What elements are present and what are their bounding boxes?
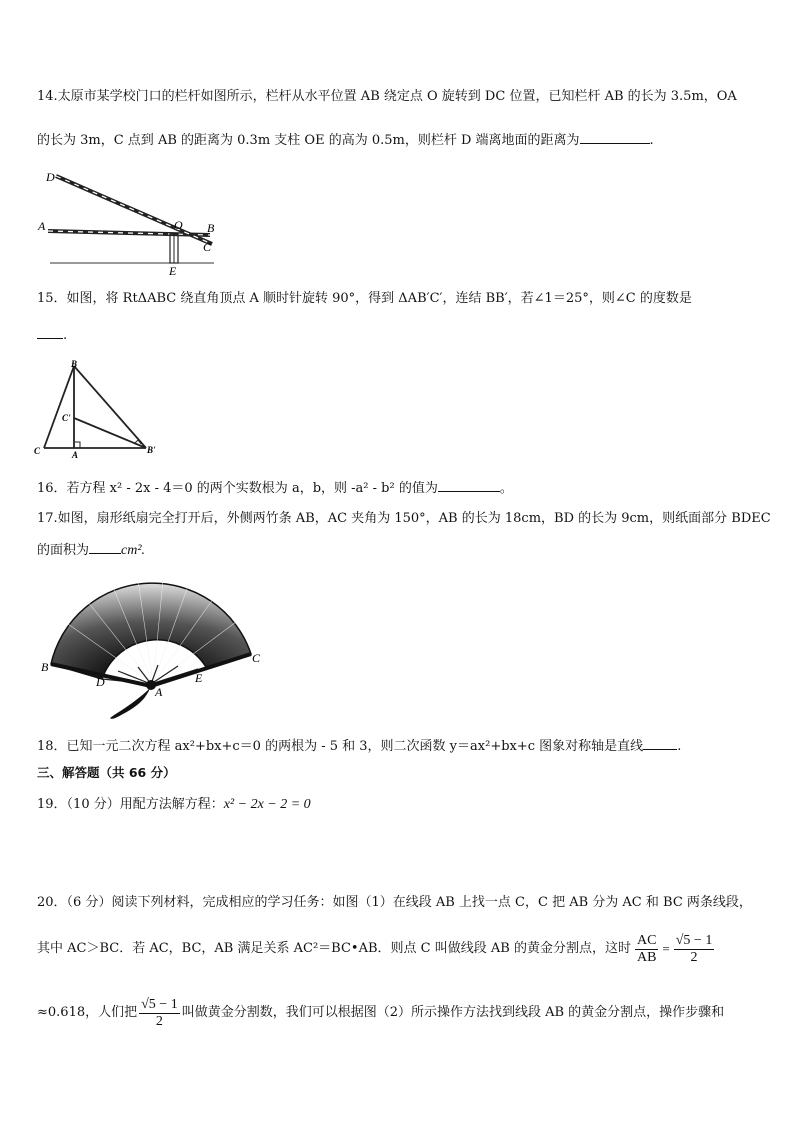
q20-ratio-den: AB: [636, 949, 657, 965]
q20-golden-fraction: [674, 933, 715, 966]
q14-label-b: B: [207, 221, 215, 235]
q17-line1: 17.如图，扇形纸扇完全打开后，外侧两竹条 AB，AC 夹角为 150°，AB 的长为 18cm，BD 的长为 9cm，则纸面部分 BDEC: [37, 511, 771, 526]
q17-line2-text: 的面积为: [37, 543, 90, 558]
q14-figure: [36, 166, 226, 281]
section-heading: 三、解答题（共 66 分）: [37, 765, 176, 780]
q20-ratio-num: AC: [636, 932, 657, 948]
q15-label-c1: C': [62, 413, 71, 423]
q20-line2: [37, 928, 714, 970]
q20-line2-text: 其中 AC＞BC．若 AC，BC，AB 满足关系 AC²＝BC•AB．则点 C 叫做线段 AB 的黄金分割点，这时: [37, 941, 631, 956]
q17-figure: [38, 574, 270, 726]
q18-end: .: [677, 739, 682, 754]
q19-text: 19．（10 分）用配方法解方程：: [37, 797, 224, 812]
q17-answer-blank: [89, 541, 121, 554]
q20-golden-number-num: √5 − 1: [141, 996, 178, 1012]
q15-label-c: C: [34, 446, 41, 456]
q17-line2: [37, 541, 145, 560]
q15-figure: [30, 358, 170, 460]
q14-line1: 14.太原市某学校门口的栏杆如图所示，栏杆从水平位置 AB 绕定点 O 旋转到 DC 位置，已知栏杆 AB 的长为 3.5m，OA: [37, 89, 737, 104]
q19-equation: x² − 2x − 2 = 0: [223, 797, 311, 812]
q14-line2: [37, 131, 654, 150]
q17-label-c: C: [252, 651, 261, 665]
q14-label-e: E: [169, 264, 177, 278]
q20-line3: [37, 992, 724, 1034]
q18-answer-blank: [643, 737, 677, 750]
q14-line2-text: 的长为 3m，C 点到 AB 的距离为 0.3m 支柱 OE 的高为 0.5m，则栏杆 D 端离地面的距离为: [37, 133, 580, 148]
q20-golden-den: 2: [690, 949, 698, 965]
q14-label-c: C: [203, 240, 212, 254]
q15-label-b: B: [71, 359, 78, 369]
q16-answer-blank: [438, 479, 500, 492]
q14-label-a: A: [38, 219, 46, 233]
q18-line: [37, 737, 681, 756]
q15-label-a: A: [72, 450, 79, 460]
q16-end: 。: [499, 481, 513, 496]
q20-golden-number-fraction: [139, 997, 180, 1030]
q17-label-b: B: [41, 660, 49, 674]
q19-line: [37, 796, 311, 814]
q14-line2-end: .: [649, 133, 654, 148]
q15-line2-end: .: [63, 328, 68, 343]
q15-line2: [37, 326, 67, 345]
q16-text: 16．若方程 x² - 2x - 4＝0 的两个实数根为 a，b，则 -a² - b² 的值为: [37, 481, 438, 496]
q14-answer-blank: [580, 131, 650, 144]
q17-label-e: E: [195, 671, 203, 685]
q17-label-d: D: [96, 675, 105, 689]
q14-label-d: D: [46, 170, 55, 184]
q20-golden-num: √5 − 1: [675, 932, 713, 948]
q20-line3-text: ≈0.618，人们把: [37, 1005, 138, 1020]
q20-golden-number-den: 2: [155, 1013, 163, 1029]
q15-answer-blank: [37, 326, 63, 339]
q20-line3-rest: 叫做黄金分割数，我们可以根据图（2）所示操作方法找到线段 AB 的黄金分割点，操作步骤和: [181, 1005, 725, 1020]
q20-ratio-fraction: [635, 933, 658, 966]
q17-unit: cm².: [121, 543, 146, 558]
q20-equals: =: [662, 941, 670, 956]
q20-line1: 20．（6 分）阅读下列材料，完成相应的学习任务：如图（1）在线段 AB 上找一点 C，C 把 AB 分为 AC 和 BC 两条线段，: [37, 895, 752, 910]
q15-line1: 15．如图，将 RtΔABC 绕直角顶点 A 顺时针旋转 90°，得到 ΔAB′C′，连结 BB′，若∠1＝25°，则∠C 的度数是: [37, 291, 692, 306]
q18-text: 18．已知一元二次方程 ax²+bx+c＝0 的两根为 - 5 和 3，则二次函数 y＝ax²+bx+c 图象对称轴是直线: [37, 739, 644, 754]
q17-label-a: A: [155, 685, 163, 699]
q14-label-o: O: [174, 218, 183, 232]
q15-label-b1: B': [147, 445, 156, 455]
q16-line: [37, 479, 513, 498]
